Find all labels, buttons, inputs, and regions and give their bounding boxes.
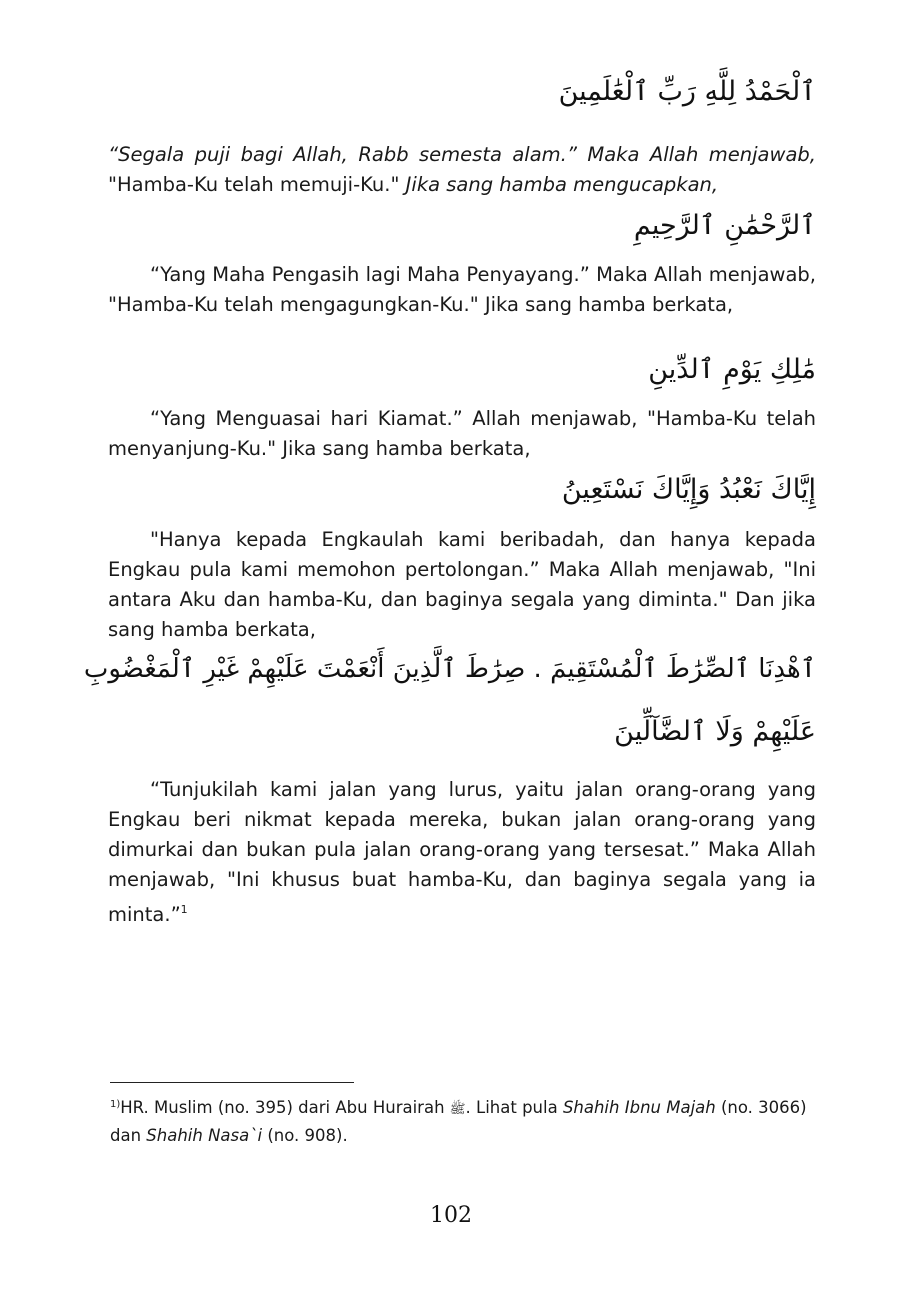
- footnote-book-2: Shahih Nasa`i: [146, 1126, 263, 1145]
- footnote-book-1: Shahih Ibnu Majah: [562, 1098, 716, 1117]
- page-number: 102: [430, 1203, 472, 1228]
- arabic-verse-5a: ٱهْدِنَا ٱلصِّرَٰطَ ٱلْمُسْتَقِيمَ . صِرَٰطَ ٱلَّذِينَ أَنْعَمْتَ عَلَيْهِمْ غَيْرِ ٱلْمَغْضُوبِ: [83, 654, 816, 684]
- paragraph-1-reply: "Hamba-Ku telah memuji-Ku.": [108, 173, 400, 196]
- footnote-marker: 1): [110, 1099, 121, 1110]
- paragraph-5: [108, 775, 816, 930]
- arabic-verse-1: ٱلْحَمْدُ لِلَّهِ رَبِّ ٱلْعَٰلَمِينَ: [558, 76, 816, 107]
- paragraph-5-text: “Tunjukilah kami jalan yang lurus, yaitu jalan orang-orang yang Engkau beri nikmat kepada mereka, bukan jalan orang-orang yang dimurkai dan bukan pula jalan orang-orang yang tersesat.” Maka Allah menjawab, "Ini khusus buat hamba-Ku, dan baginya segala yang ia minta.”: [108, 778, 816, 926]
- paragraph-2: “Yang Maha Pengasih lagi Maha Penyayang.” Maka Allah menjawab, "Hamba-Ku telah mengagungkan-Ku." Jika sang hamba berkata,: [108, 263, 816, 316]
- footnote-text-b: . Lihat pula: [465, 1098, 563, 1117]
- arabic-verse-5b: عَلَيْهِمْ وَلَا ٱلضَّآلِّينَ: [614, 716, 816, 747]
- arabic-verse-4: إِيَّاكَ نَعْبُدُ وَإِيَّاكَ نَسْتَعِينُ: [561, 474, 816, 505]
- paragraph-1-tail: Jika sang hamba mengucapkan,: [399, 173, 719, 196]
- footnote: [110, 1092, 820, 1149]
- footnote-text-c: (no. 3066) dan: [110, 1098, 807, 1145]
- footnote-text-d: (no. 908).: [262, 1126, 348, 1145]
- paragraph-4: "Hanya kepada Engkaulah kami beribadah, dan hanya kepada Engkau pula kami memohon pertolongan.” Maka Allah menjawab, "Ini antara Aku dan hamba-Ku, dan baginya segala yang diminta." Dan jika sang hamba berkata,: [108, 528, 816, 641]
- footnote-text-a: HR. Muslim (no. 395) dari Abu Hurairah: [120, 1098, 450, 1117]
- arabic-verse-3: مَٰلِكِ يَوْمِ ٱلدِّينِ: [648, 354, 816, 385]
- honorific-symbol: ﷺ: [449, 1102, 466, 1117]
- paragraph-1: [108, 140, 816, 200]
- footnote-reference: 1: [180, 903, 188, 916]
- paragraph-1-quote: “Segala puji bagi Allah, Rabb semesta alam.” Maka Allah menjawab,: [108, 143, 816, 166]
- paragraph-3: “Yang Menguasai hari Kiamat.” Allah menjawab, "Hamba-Ku telah menyanjung-Ku." Jika sang hamba berkata,: [108, 407, 816, 460]
- footnote-divider: [110, 1082, 354, 1083]
- arabic-verse-2: ٱلرَّحْمَٰنِ ٱلرَّحِيمِ: [633, 210, 816, 241]
